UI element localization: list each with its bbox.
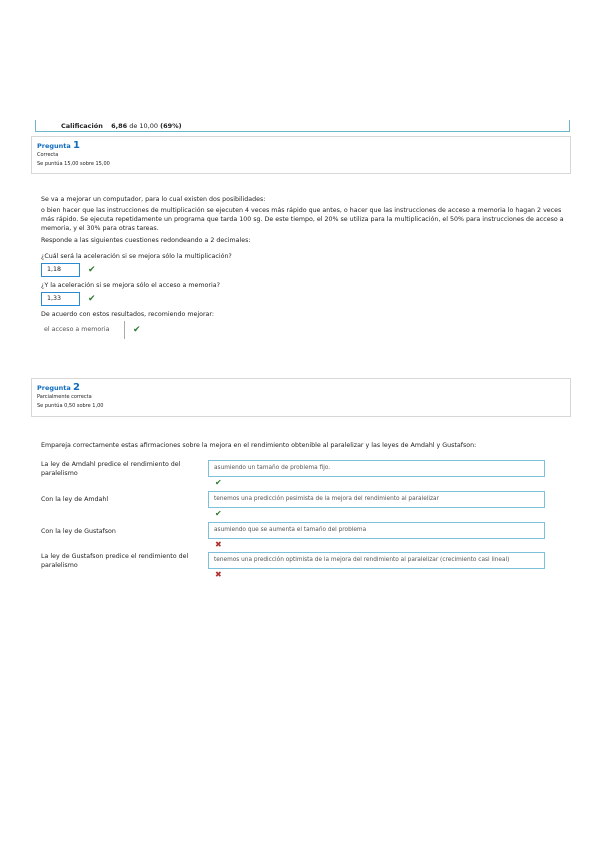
question-state: Parcialmente correcta: [37, 394, 92, 400]
match-row-label: La ley de Gustafson predice el rendimiento del paralelismo: [41, 553, 189, 569]
subquestion-3: De acuerdo con estos resultados, recomiendo mejorar:: [41, 311, 215, 318]
question-body: o bien hacer que las instrucciones de multiplicación se ejecuten 4 veces más rápido que antes, o hacer que las instrucciones de acceso a memoria lo hagan 2 veces más rápido. Se ejecuta repetidamente un programa que tarda 100 sg. De este tiempo, el 20% se utiliza para la multiplicación, el 50% para instrucciones de acceso a memoria, y el 30% para otras tareas.: [41, 207, 564, 232]
question-2-info: [31, 378, 571, 417]
match-row-label: Con la ley de Amdahl: [41, 496, 109, 503]
check-icon: ✔: [88, 264, 96, 275]
grade-value: 6,86: [111, 122, 128, 130]
match-select[interactable]: asumiendo que se aumenta el tamaño del problema: [208, 522, 545, 539]
subquestion-2: ¿Y la aceleración si se mejora sólo el acceso a memoria?: [41, 282, 220, 289]
check-icon: ✔: [215, 478, 222, 487]
question-grade: Se puntúa 0,50 sobre 1,00: [37, 403, 104, 409]
match-row-label: La ley de Amdahl predice el rendimiento del paralelismo: [41, 461, 181, 477]
question-number: 2: [73, 382, 81, 393]
check-icon: ✔: [88, 293, 96, 304]
question-instruction: Responde a las siguientes cuestiones redondeando a 2 decimales:: [41, 237, 251, 244]
match-select[interactable]: tenemos una predicción pesimista de la mejora del rendimiento al paralelizar: [208, 491, 545, 508]
answer-input-2[interactable]: 1,33: [41, 292, 80, 306]
cross-icon: ✖: [215, 570, 222, 579]
question-instruction: Empareja correctamente estas afirmaciones sobre la mejora en el rendimiento obtenible al paralelizar y las leyes de Amdahl y Gustafson:: [41, 442, 477, 449]
question-grade: Se puntúa 15,00 sobre 15,00: [37, 161, 110, 167]
grade-summary: [35, 120, 570, 132]
question-intro: Se va a mejorar un computador, para lo cual existen dos posibilidades:: [41, 196, 266, 203]
question-number: 1: [73, 140, 81, 151]
match-select[interactable]: asumiendo un tamaño de problema fijo.: [208, 460, 545, 477]
question-label: Pregunta: [37, 142, 71, 150]
question-label: Pregunta: [37, 384, 71, 392]
question-1-info: [31, 136, 571, 174]
match-row-label: Con la ley de Gustafson: [41, 528, 116, 535]
question-1-content: [41, 195, 566, 343]
check-icon: ✔: [133, 324, 141, 335]
cross-icon: ✖: [215, 540, 222, 549]
subquestion-1: ¿Cuál será la aceleración si se mejora sólo la multiplicación?: [41, 253, 232, 260]
answer-input-1[interactable]: 1,18: [41, 263, 80, 277]
answer-select-3[interactable]: el acceso a memoria: [41, 321, 125, 339]
question-state: Correcta: [37, 152, 59, 158]
grade-percentage: (69%): [160, 122, 182, 130]
grade-of: de 10,00: [129, 122, 159, 130]
check-icon: ✔: [215, 509, 222, 518]
grade-label: Calificación: [61, 122, 103, 130]
match-select[interactable]: tenemos una predicción optimista de la mejora del rendimiento al paralelizar (crecimiento casi lineal): [208, 552, 545, 569]
question-2-content: [41, 441, 566, 579]
